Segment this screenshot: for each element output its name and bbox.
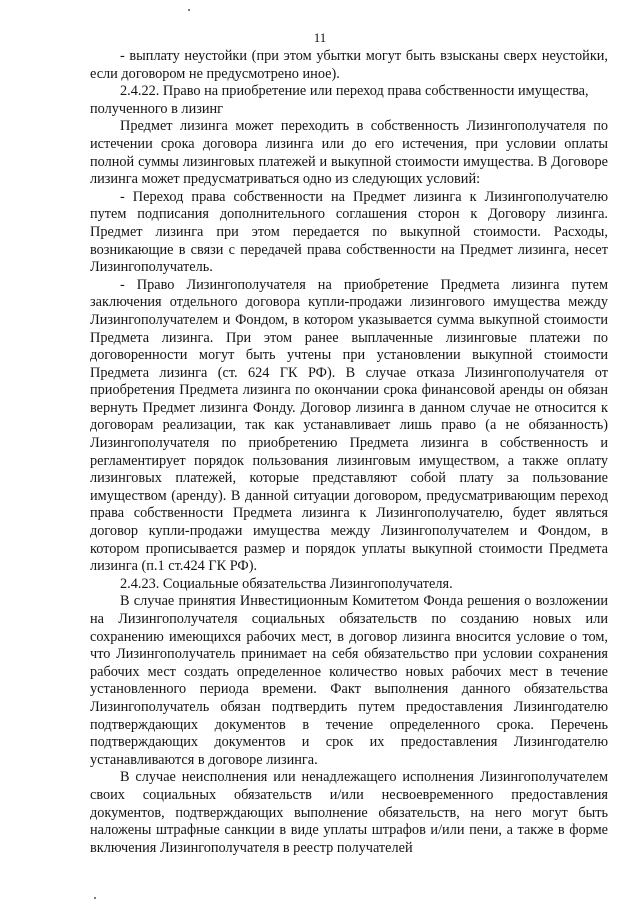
scan-speck bbox=[188, 9, 190, 11]
paragraph-social-obligations: В случае принятия Инвестиционным Комитетом Фонда решения о возложении на Лизингополучателя социальных обязательств по созданию новых или сохранению имеющихся рабочих мест, в договор лизинга вносится условие о том, что Лизингополучатель принимает на себя обязательство при условии сохранения рабочих мест создать определенное количество новых рабочих мест в течение установленного периода времени. Факт выполнения данного обязательства Лизингополучатель обязан подтвердить путем предоставления Лизингодателю подтверждающих документов в течение определенного срока. Перечень подтверждающих документов и срок их предоставления Лизингодателю устанавливаются в договоре лизинга. bbox=[90, 593, 608, 768]
document-body bbox=[90, 48, 608, 857]
page-number: 11 bbox=[313, 30, 327, 45]
section-heading-2-4-23: 2.4.23. Социальные обязательства Лизингополучателя. bbox=[120, 575, 453, 592]
paragraph-penalty-item: - выплату неустойки (при этом убытки могут быть взысканы сверх неустойки, если договором не предусмотрено иное). bbox=[90, 48, 608, 82]
paragraph-option-purchase-contract: - Право Лизингополучателя на приобретение Предмета лизинга путем заключения отдельного договора купли-продажи лизингового имущества между Лизингополучателем и Фондом, в котором указывается сумма выкупной стоимости Предмета лизинга. При этом ранее выплаченные лизинговые платежи по договоренности могут быть учтены при установлении выкупной стоимости Предмета лизинга (ст. 624 ГК РФ). В случае отказа Лизингополучателя от приобретения Предмета лизинга по окончании срока финансовой аренды он обязан вернуть Предмет лизинга Фонду. Договор лизинга в данном случае не относится к договорам реализации, так как устанавливает лишь право (а не обязанность) Лизингополучателя по приобретению Предмета лизинга в собственность и регламентирует порядок пользования лизинговым имуществом, а также оплату лизинговых платежей, которые представляют собой плату за пользование имуществом (аренду). В данной ситуации договором, предусматривающим переход права собственности Предмета лизинга к Лизингополучателю, будет являться договор купли-продажи имущества между Лизингополучателем и Фондом, в котором прописывается размер и порядок уплаты выкупной стоимости Предмета лизинга (п.1 ст.424 ГК РФ). bbox=[90, 276, 608, 575]
paragraph-option-additional-agreement: - Переход права собственности на Предмет лизинга к Лизингополучателю путем подписания дополнительного соглашения сторон к Договору лизинга. Предмет лизинга при этом передается по выкупной стоимости. Расходы, возникающие в связи с передачей права собственности на Предмет лизинга, несет Лизингополучатель. bbox=[90, 188, 608, 276]
paragraph-ownership-transfer: Предмет лизинга может переходить в собственность Лизингополучателя по истечении срока договора лизинга или до его истечения, при условии оплаты полной суммы лизинговых платежей и выкупной стоимости имущества. В Договоре лизинга может предусматриваться одно из следующих условий: bbox=[90, 118, 608, 188]
paragraph-sanctions: В случае неисполнения или ненадлежащего исполнения Лизингополучателем своих социальных обязательств и/или несвоевременного предоставления документов, подтверждающих выполнение обязательств, на него могут быть наложены штрафные санкции в виде уплаты штрафов и/или пени, а также в форме включения Лизингополучателя в реестр получателей bbox=[90, 769, 608, 856]
scan-speck bbox=[94, 897, 96, 899]
section-heading-2-4-22: 2.4.22. Право на приобретение или переход права собственности имущества, полученного в лизинг bbox=[90, 83, 589, 117]
